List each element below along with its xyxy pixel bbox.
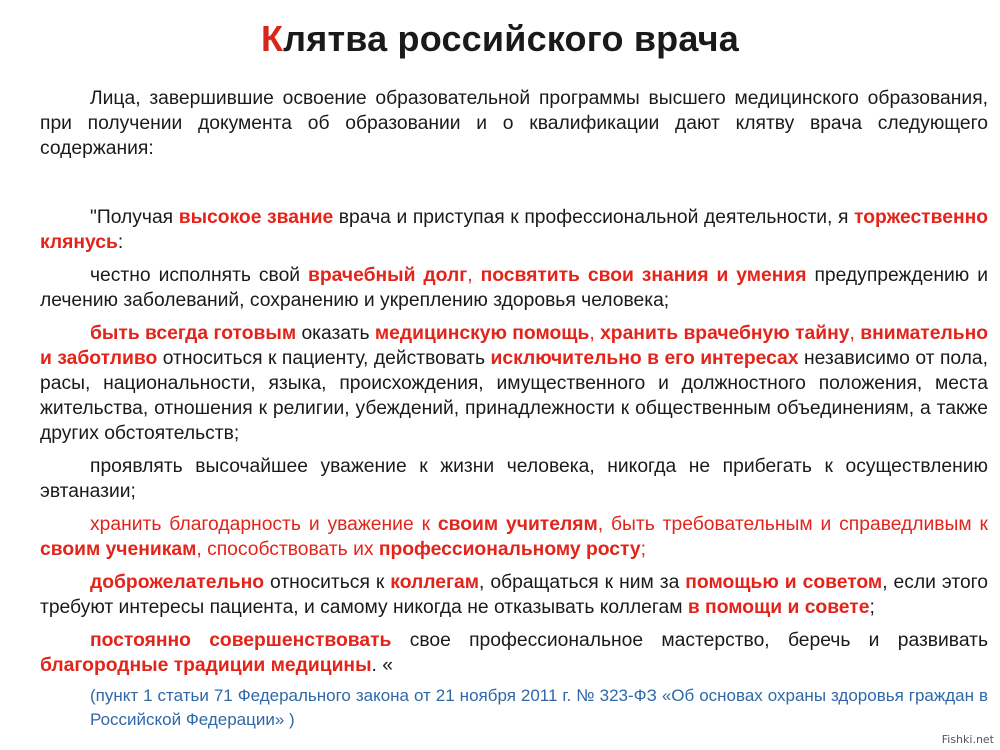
text: "Получая [90, 207, 179, 228]
oath-paragraph-1 [40, 205, 988, 255]
text: честно исполнять свой [90, 265, 309, 286]
highlight: своим ученикам [40, 539, 197, 560]
highlight: внимательно и заботливо [40, 323, 988, 369]
text: предупреждению и лечению заболеваний, сохранению и укреплению здоровья человека; [40, 265, 988, 311]
text: , если этого требуют интересы пациента, и самому никогда не отказывать коллегам [40, 572, 988, 618]
highlight: своим учителям [437, 514, 598, 535]
text: , обращаться к ним за [478, 572, 686, 593]
text: врача и приступая к профессиональной деятельности, я [333, 207, 855, 228]
highlight: высокое звание [178, 207, 334, 228]
page-title [0, 18, 1000, 60]
highlight: быть всегда готовым [90, 323, 297, 344]
oath-paragraph-3 [40, 321, 988, 446]
text: относиться к пациенту, действовать [157, 348, 491, 369]
highlight: хранить врачебную тайну [600, 323, 850, 344]
highlight-sep: , [589, 323, 601, 344]
highlight-plain: , быть требовательным и справедливым к [597, 514, 988, 535]
intro-paragraph: Лица, завершившие освоение образовательной программы высшего медицинского образования, при получении документа об образовании и о квалификации дают клятву врача следующего содержания: [40, 88, 988, 159]
text: ; [869, 597, 875, 618]
highlight: благородные традиции медицины [40, 655, 372, 676]
text: свое профессиональное мастерство, беречь и развивать [391, 630, 989, 651]
oath-paragraph-6 [40, 570, 988, 620]
watermark: Fishki.net [941, 733, 994, 746]
oath-text [40, 86, 988, 749]
highlight-plain: хранить благодарность и уважение к [90, 514, 438, 535]
text: : [117, 232, 124, 253]
text: независимо от пола, расы, национальности, языка, происхождения, имущественного и должностного положения, места жительства, отношения к религии, убеждений, принадлежности к общественным объединениям, а также других обстоятельств; [40, 348, 989, 444]
law-citation: (пункт 1 статьи 71 Федерального закона от 21 ноября 2011 г. № 323-ФЗ «Об основах охраны здоровья граждан в Российской Федерации» ) [90, 686, 988, 729]
highlight: постоянно совершенствовать [90, 630, 392, 651]
highlight: врачебный долг [308, 265, 468, 286]
oath-paragraph-7 [40, 628, 988, 678]
highlight-plain: ; [640, 539, 646, 560]
oath-paragraph-5 [40, 512, 988, 562]
highlight: помощью и советом [685, 572, 883, 593]
text: оказать [296, 323, 375, 344]
title-first-letter: К [260, 18, 284, 59]
oath-paragraph-2 [40, 263, 988, 313]
highlight: в помощи и совете [687, 597, 870, 618]
highlight: торжественно клянусь [40, 207, 989, 253]
title-rest: лятва российского врача [283, 18, 740, 59]
highlight: посвятить свои знания и умения [480, 265, 807, 286]
highlight-plain: , способствовать их [196, 539, 379, 560]
oath-paragraph-4: проявлять высочайшее уважение к жизни человека, никогда не прибегать к осуществлению эвтаназии; [40, 456, 988, 502]
highlight-sep: , [467, 265, 481, 286]
highlight: профессиональному росту [378, 539, 641, 560]
text: относиться к [264, 572, 391, 593]
highlight-sep: , [849, 323, 861, 344]
text: . « [371, 655, 393, 676]
highlight: коллегам [390, 572, 479, 593]
highlight: исключительно в его интересах [490, 348, 799, 369]
highlight: медицинскую помощь [374, 323, 590, 344]
highlight: доброжелательно [90, 572, 265, 593]
